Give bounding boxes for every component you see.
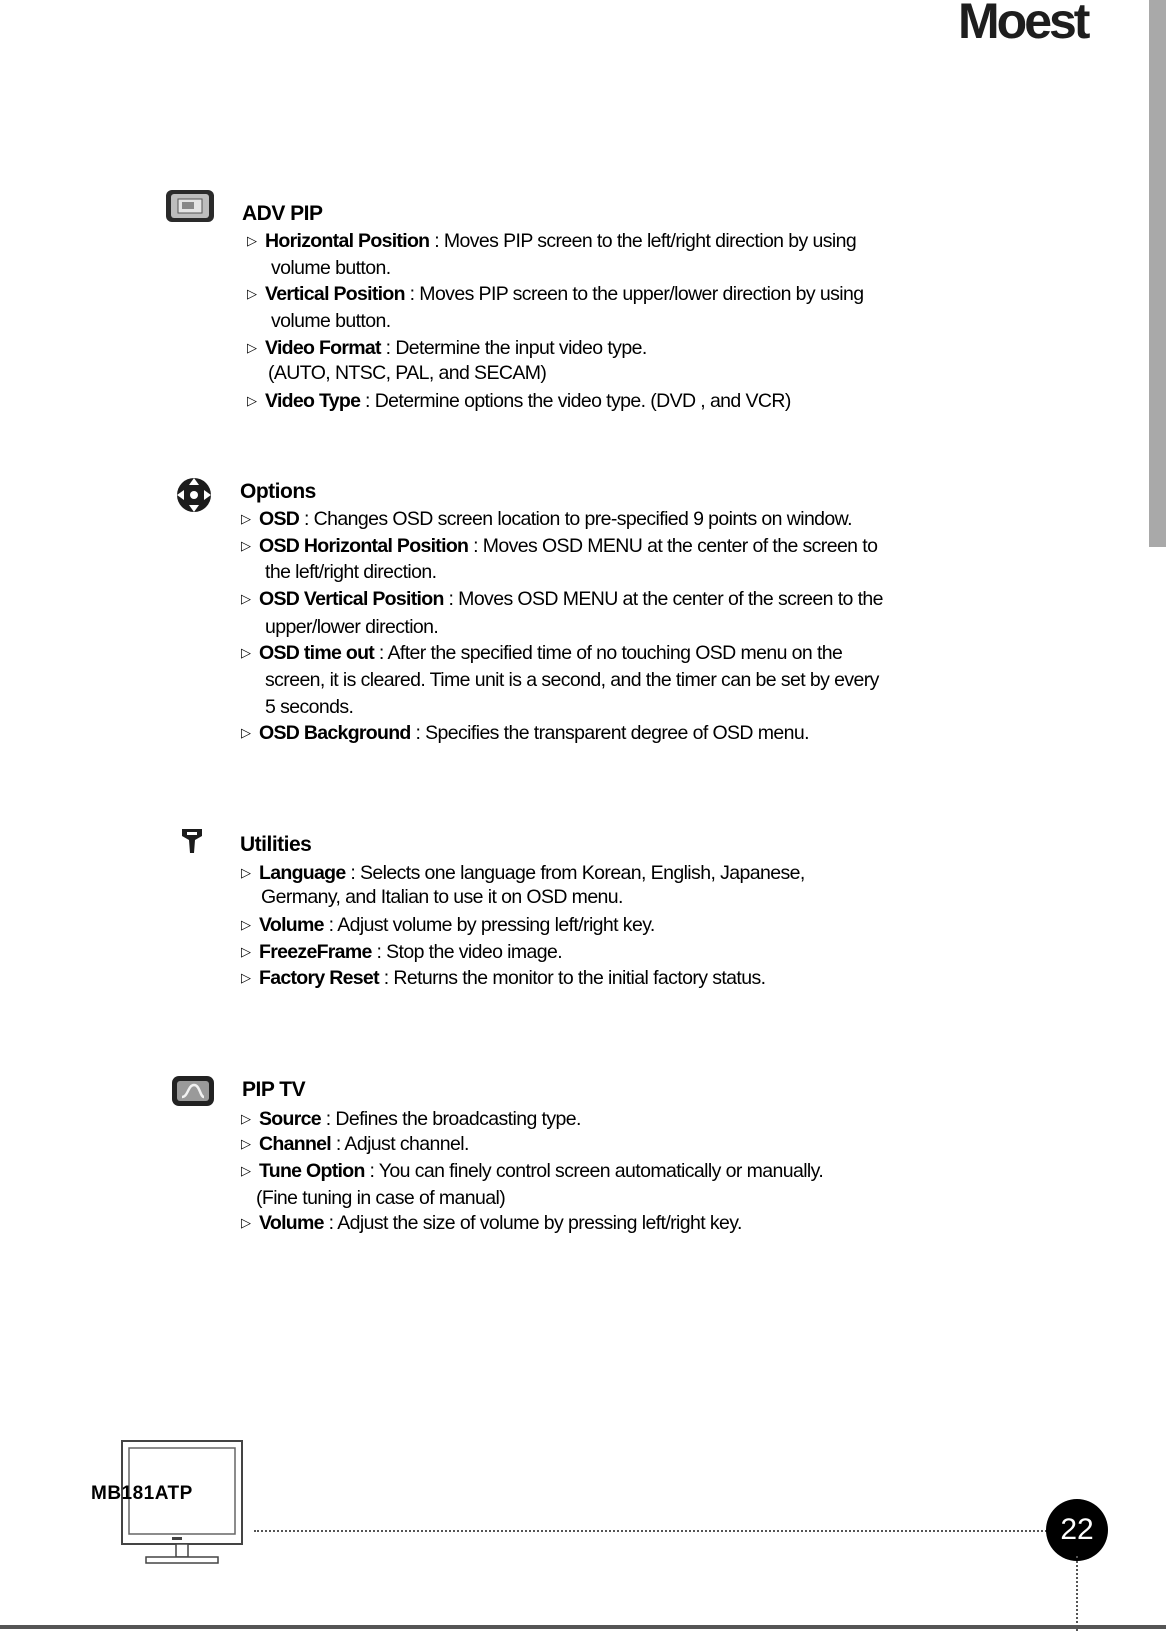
item-desc: Adjust channel. xyxy=(344,1133,469,1155)
page-number: 22 xyxy=(1046,1499,1108,1561)
item-term: OSD Horizontal Position xyxy=(259,535,469,557)
triangle-bullet-icon: ▷ xyxy=(241,725,251,740)
item-desc: Specifies the transparent degree of OSD menu. xyxy=(425,722,809,744)
list-item: ▷ Tune Option : You can finely control screen automatically or manually. xyxy=(241,1160,824,1182)
item-desc: Moves PIP screen to the upper/lower direction by using xyxy=(419,283,864,305)
pip-screen-icon xyxy=(164,187,216,225)
triangle-bullet-icon: ▷ xyxy=(241,970,251,985)
item-continuation: the left/right direction. xyxy=(265,561,437,583)
list-item: ▷ Volume : Adjust the size of volume by pressing left/right key. xyxy=(241,1212,742,1234)
item-desc: Defines the broadcasting type. xyxy=(335,1108,581,1130)
side-edge-bar xyxy=(1149,0,1166,547)
section-title: PIP TV xyxy=(242,1078,306,1101)
item-continuation: upper/lower direction. xyxy=(265,616,439,638)
list-item: ▷ OSD Background : Specifies the transparent degree of OSD menu. xyxy=(241,722,809,744)
item-desc: Changes OSD screen location to pre-specified 9 points on window. xyxy=(313,508,852,530)
options-arrows-icon xyxy=(170,472,220,518)
item-term: Vertical Position xyxy=(265,283,405,305)
list-item: ▷ OSD time out : After the specified time of no touching OSD menu on the xyxy=(241,642,843,664)
item-desc: Determine options the video type. (DVD , and VCR) xyxy=(374,390,791,412)
item-term: Tune Option xyxy=(259,1160,365,1182)
item-continuation: Germany, and Italian to use it on OSD menu. xyxy=(261,886,623,908)
item-desc: Moves OSD MENU at the center of the screen to xyxy=(482,535,878,557)
item-desc: You can finely control screen automatically or manually. xyxy=(378,1160,824,1182)
item-desc: Adjust the size of volume by pressing left/right key. xyxy=(337,1212,742,1234)
item-continuation: (AUTO, NTSC, PAL, and SECAM) xyxy=(268,362,547,384)
list-item: ▷ Language : Selects one language from Korean, English, Japanese, xyxy=(241,862,805,884)
brand-logo xyxy=(958,0,1108,49)
list-item: ▷ Vertical Position : Moves PIP screen to the upper/lower direction by using xyxy=(247,283,864,305)
item-continuation: (Fine tuning in case of manual) xyxy=(256,1187,506,1209)
item-desc: Moves PIP screen to the left/right direction by using xyxy=(443,230,857,252)
item-continuation: volume button. xyxy=(271,257,391,279)
footer-dotted-connector xyxy=(1076,1556,1078,1631)
list-item: ▷ Volume : Adjust volume by pressing left/right key. xyxy=(241,914,655,936)
item-term: OSD Background xyxy=(259,722,411,744)
list-item: ▷ Source : Defines the broadcasting type. xyxy=(241,1108,581,1130)
item-term: Language xyxy=(259,862,346,884)
triangle-bullet-icon: ▷ xyxy=(241,944,251,959)
model-name: MB181ATP xyxy=(91,1483,193,1504)
item-continuation: volume button. xyxy=(271,310,391,332)
section-title: Options xyxy=(240,480,316,503)
item-continuation: 5 seconds. xyxy=(265,696,354,718)
triangle-bullet-icon: ▷ xyxy=(241,591,251,606)
triangle-bullet-icon: ▷ xyxy=(241,1111,251,1126)
triangle-bullet-icon: ▷ xyxy=(241,1215,251,1230)
item-desc: Moves OSD MENU at the center of the screen to the xyxy=(458,588,883,610)
utilities-tool-icon xyxy=(178,826,206,856)
item-term: Video Format xyxy=(265,337,381,359)
pip-tv-icon xyxy=(170,1073,216,1109)
item-desc: After the specified time of no touching OSD menu on the xyxy=(387,642,843,664)
section-title: Utilities xyxy=(240,833,312,856)
item-desc: Adjust volume by pressing left/right key. xyxy=(337,914,655,936)
list-item: ▷ Factory Reset : Returns the monitor to the initial factory status. xyxy=(241,967,766,989)
item-term: FreezeFrame xyxy=(259,941,372,963)
item-term: Volume xyxy=(259,914,324,936)
triangle-bullet-icon: ▷ xyxy=(241,1163,251,1178)
list-item: ▷ Horizontal Position : Moves PIP screen to the left/right direction by using xyxy=(247,230,857,252)
triangle-bullet-icon: ▷ xyxy=(241,645,251,660)
item-term: OSD time out xyxy=(259,642,375,664)
item-term: Volume xyxy=(259,1212,324,1234)
list-item: ▷ Channel : Adjust channel. xyxy=(241,1133,469,1155)
item-continuation: screen, it is cleared. Time unit is a second, and the timer can be set by every xyxy=(265,669,879,691)
bottom-rule xyxy=(0,1625,1166,1629)
triangle-bullet-icon: ▷ xyxy=(241,1136,251,1151)
item-term: Source xyxy=(259,1108,321,1130)
list-item: ▷ OSD : Changes OSD screen location to pre-specified 9 points on window. xyxy=(241,508,852,530)
list-item: ▷ FreezeFrame : Stop the video image. xyxy=(241,941,563,963)
item-desc: Returns the monitor to the initial factory status. xyxy=(393,967,766,989)
item-term: Horizontal Position xyxy=(265,230,430,252)
list-item: ▷ Video Type : Determine options the video type. (DVD , and VCR) xyxy=(247,390,791,412)
item-term: Video Type xyxy=(265,390,361,412)
item-term: Factory Reset xyxy=(259,967,379,989)
triangle-bullet-icon: ▷ xyxy=(247,393,257,408)
item-desc: Selects one language from Korean, English, Japanese, xyxy=(359,862,805,884)
item-desc: Stop the video image. xyxy=(386,941,563,963)
triangle-bullet-icon: ▷ xyxy=(241,538,251,553)
triangle-bullet-icon: ▷ xyxy=(241,511,251,526)
triangle-bullet-icon: ▷ xyxy=(241,865,251,880)
item-desc: Determine the input video type. xyxy=(395,337,647,359)
item-term: OSD Vertical Position xyxy=(259,588,444,610)
list-item: ▷ Video Format : Determine the input video type. xyxy=(247,337,647,359)
item-term: Channel xyxy=(259,1133,332,1155)
triangle-bullet-icon: ▷ xyxy=(247,286,257,301)
list-item: ▷ OSD Horizontal Position : Moves OSD MENU at the center of the screen to xyxy=(241,535,878,557)
item-term: OSD xyxy=(259,508,300,530)
footer-dotted-line xyxy=(254,1530,1050,1532)
triangle-bullet-icon: ▷ xyxy=(247,340,257,355)
triangle-bullet-icon: ▷ xyxy=(241,917,251,932)
section-title: ADV PIP xyxy=(242,202,323,225)
list-item: ▷ OSD Vertical Position : Moves OSD MENU at the center of the screen to the xyxy=(241,588,883,610)
triangle-bullet-icon: ▷ xyxy=(247,233,257,248)
logo-text: Moest xyxy=(958,0,1088,49)
